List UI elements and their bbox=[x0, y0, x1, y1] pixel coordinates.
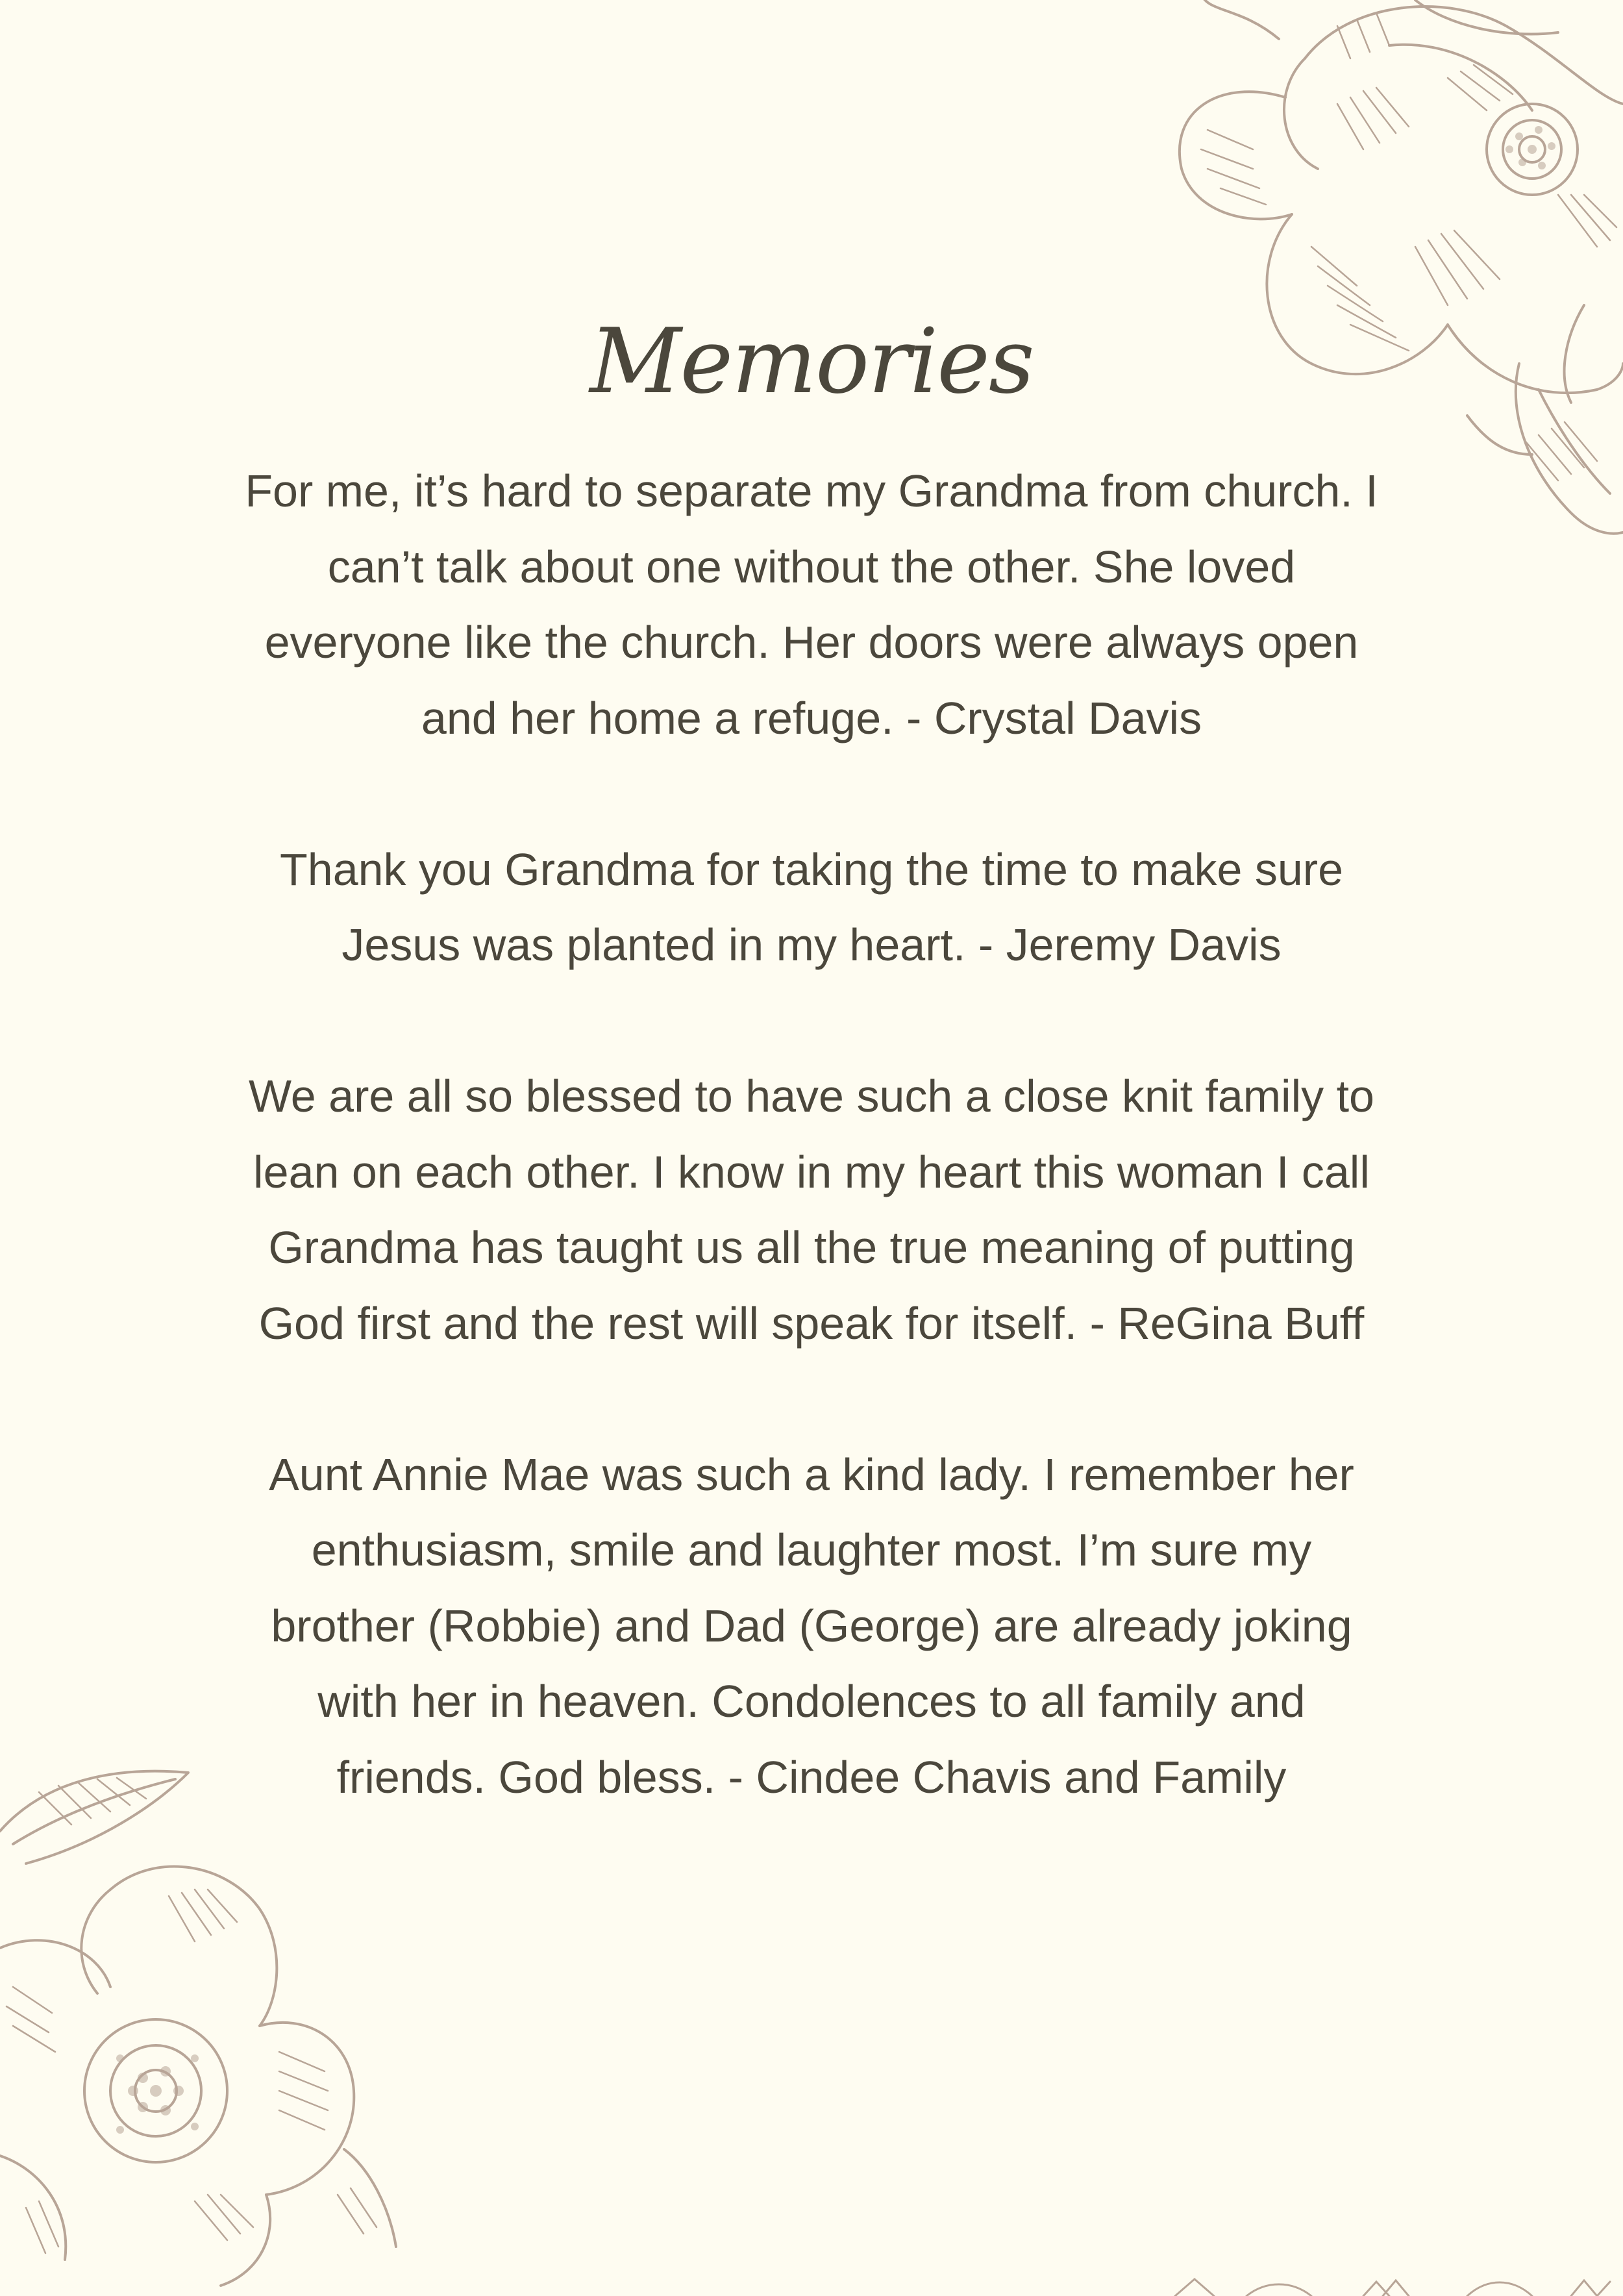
memory-text-line: Aunt Annie Mae was such a kind lady. I remember her bbox=[269, 1449, 1354, 1500]
memory-text-line: friends. God bless. - Cindee Chavis and Family bbox=[336, 1751, 1287, 1803]
memory-text-line: and her home a refuge. - Crystal Davis bbox=[421, 692, 1202, 743]
floral-corner-bottom-left bbox=[0, 1753, 480, 2296]
memories-list bbox=[149, 453, 1474, 1815]
memory-text-line: with her in heaven. Condolences to all family and bbox=[317, 1676, 1306, 1727]
floral-strip-bottom-right bbox=[1169, 2273, 1623, 2296]
memory-text-line: For me, it’s hard to separate my Grandma from church. I bbox=[245, 466, 1378, 516]
memory-text-line: We are all so blessed to have such a close knit family to bbox=[248, 1071, 1374, 1121]
memory-entry-regina-buff bbox=[149, 1058, 1474, 1361]
memory-text-line: Jesus was planted in my heart. - Jeremy Davis bbox=[341, 919, 1282, 970]
memory-text-line: God first and the rest will speak for itself. - ReGina Buff bbox=[258, 1297, 1365, 1349]
memory-text-line: enthusiasm, smile and laughter most. I’m sure my bbox=[311, 1525, 1312, 1575]
page-title: Memories bbox=[589, 309, 1034, 414]
memory-text-line: lean on each other. I know in my heart this woman I call bbox=[253, 1146, 1370, 1197]
memory-text-line: can’t talk about one without the other. She loved bbox=[327, 541, 1296, 592]
memory-entry-cindee-chavis bbox=[149, 1437, 1474, 1816]
memory-text-line: everyone like the church. Her doors were always open bbox=[264, 617, 1359, 668]
memory-entry-jeremy-davis bbox=[149, 832, 1474, 983]
memory-text-line: Thank you Grandma for taking the time to make sure bbox=[280, 843, 1343, 895]
memory-text-line: Grandma has taught us all the true meaning of putting bbox=[268, 1222, 1355, 1273]
memory-entry-crystal-davis bbox=[149, 453, 1474, 756]
memory-text-line: brother (Robbie) and Dad (George) are already joking bbox=[271, 1600, 1352, 1651]
